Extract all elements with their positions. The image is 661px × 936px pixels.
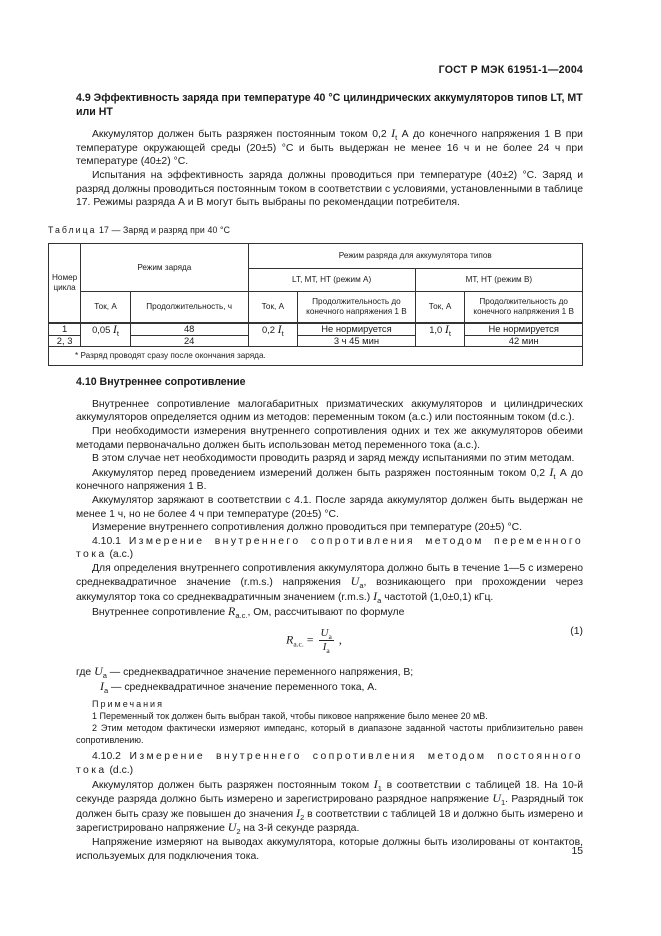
note-2: 2 Этим методом фактически измеряют импеданс, который в диапазоне заданной частоты приблизительно равен сопротивлению.: [76, 723, 583, 746]
section-4-9-title: 4.9 Эффективность заряда при температуре 40 °С цилиндрических аккумуляторов типов LT, МТ или НТ: [76, 92, 583, 118]
header-mode-b-duration: Продолжительность до конечного напряжения 1 В: [465, 292, 583, 324]
equation-number: (1): [570, 626, 583, 638]
cell-charge-duration: 48: [130, 323, 248, 335]
section-4-9-paragraph-1: Аккумулятор должен быть разряжен постоянным током 0,2 $I_t$ А до конечного напряжения 1 В при температуре окружающей среды (20±5) °С и быть выдержан не менее 16 ч и не более 24 ч при температуре (40±2) °С.: [76, 126, 583, 168]
table-17-caption: Таблица 17 — Заряд и разряд при 40 °С: [48, 224, 231, 235]
header-mode-b-current: Ток, А: [415, 292, 465, 324]
section-4-10-paragraph-1: Внутреннее сопротивление малогабаритных призматических аккумуляторов и цилиндрических аккумуляторов определяется одним из методов: переменным током (a.c.) или постоянным током (d.c.).: [76, 398, 583, 424]
notes-block: [76, 698, 583, 746]
header-cycle-number: Номер цикла: [49, 244, 81, 324]
formula-expression: $R_{a.c.}$ = $\frac{U_a}{I_a}$ ,: [286, 627, 342, 656]
cell-mode-b-duration: 42 мин: [465, 335, 583, 346]
table-17: [48, 243, 583, 366]
page-number: 15: [571, 846, 583, 857]
header-discharge-mode: Режим разряда для аккумулятора типов: [248, 244, 583, 269]
formula-1: [76, 621, 583, 665]
section-4-10-paragraph-5: Аккумулятор заряжают в соответствии с 4.1. После заряда аккумулятор должен быть выдержан не менее 1 ч, но не более 4 ч при температуре (20±5) °С.: [76, 494, 583, 520]
cell-cycle: 1: [49, 323, 81, 335]
cell-mode-a-duration: Не нормируется: [298, 323, 416, 335]
subsection-4-10-1-paragraph-2: Внутреннее сопротивление $R_{a.c.}$, Ом, рассчитывают по формуле: [92, 603, 405, 620]
table-row: [49, 323, 583, 335]
note-1: 1 Переменный ток должен быть выбран такой, чтобы пиковое напряжение было менее 20 мВ.: [92, 711, 488, 722]
header-mode-a-current: Ток, А: [248, 292, 298, 324]
definition-voltage: где $U_a$ — среднеквадратичное значение переменного напряжения, В;: [76, 664, 414, 681]
subsection-4-10-1-title: 4.10.1 Измерение внутреннего сопротивления методом переменного тока (a.c.): [76, 535, 583, 561]
subsection-4-10-2-title: 4.10.2 Измерение внутреннего сопротивления методом постоянного тока (d.c.): [76, 751, 583, 777]
subsection-4-10-2-paragraph-2: Напряжение измеряют на выводах аккумулятора, которые должны быть изолированы от контактов, используемых для подключения тока.: [76, 837, 583, 862]
cell-mode-a-duration: 3 ч 45 мин: [298, 335, 416, 346]
section-4-10-paragraph-6: Измерение внутреннего сопротивления должно проводиться при температуре (20±5) °С.: [92, 522, 523, 534]
subsection-4-10-2-paragraph-1: Аккумулятор должен быть разряжен постоянным током $I_1$ в соответствии с таблицей 18. На 10-й секунде разряда должно быть измерено и зарегистрировано разрядное напряжение $U_1$. Разрядный ток должен быть сразу же повышен до значения $I_2$ в соответствии с таблицей 18 и должно быть измерено и зарегистрировано напряжение $U_2$ на 3-й секунде разряда.: [76, 776, 584, 837]
section-4-10-paragraph-3: В этом случае нет необходимости проводить разряд и заряд между испытаниями по этим методам.: [92, 453, 575, 465]
section-4-10-paragraph-2: При необходимости измерения внутреннего сопротивления одних и тех же аккумуляторов обеими методами первоначально должен быть использован метод переменного тока (a.c.).: [76, 425, 583, 451]
table-footnote: * Разряд проводят сразу после окончания заряда.: [49, 347, 583, 366]
header-charge-current: Ток, А: [81, 292, 131, 324]
cell-mode-a-current: 0,2 $I_t$: [248, 323, 298, 346]
cell-charge-current: 0,05 $I_t$: [81, 323, 131, 346]
cell-mode-b-current: 1,0 $I_t$: [415, 323, 465, 346]
header-mode-a-duration: Продолжительность до конечного напряжения 1 В: [298, 292, 416, 324]
header-mode-a: LT, МТ, НТ (режим А): [248, 269, 415, 292]
formula-fraction: $\frac{U_a}{I_a}$: [320, 627, 332, 656]
section-4-10-paragraph-4: Аккумулятор перед проведением измерений должен быть разряжен постоянным током 0,2 $I_t$ А до конечного напряжения 1 В.: [76, 464, 583, 493]
cell-charge-duration: 24: [130, 335, 248, 346]
definition-current: $I_a$ — среднеквадратичное значение переменного тока, А.: [100, 678, 378, 695]
page-content: [48, 92, 584, 863]
header-charge-duration: Продолжительность, ч: [130, 292, 248, 324]
subsection-4-10-1-paragraph-1: Для определения внутреннего сопротивления аккумулятора должно быть в течение 1—5 с измерено среднеквадратичное значение (r.m.s.) напряжения $U_a$, возникающего при прохождении через аккумулятор тока со среднеквадратичным значением (r.m.s.) $I_a$ частотой (1,0±0,1) кГц.: [76, 562, 583, 606]
notes-title: Примечания: [92, 699, 164, 710]
section-4-10-title: 4.10 Внутреннее сопротивление: [76, 376, 246, 389]
section-4-9-paragraph-2: Испытания на эффективность заряда должны проводиться при температуре (40±2) °С. Заряд и разряд должны проводиться постоянным током в соответствии с условиями, установленными в таблице 17. Режимы разряда А и В могут быть выбраны по рекомендации потребителя.: [76, 169, 583, 209]
cell-cycle: 2, 3: [49, 335, 81, 346]
standard-header: ГОСТ Р МЭК 61951-1—2004: [438, 64, 583, 76]
header-mode-b: МТ, НТ (режим В): [415, 269, 582, 292]
cell-mode-b-duration: Не нормируется: [465, 323, 583, 335]
header-charge-mode: Режим заряда: [81, 244, 248, 292]
